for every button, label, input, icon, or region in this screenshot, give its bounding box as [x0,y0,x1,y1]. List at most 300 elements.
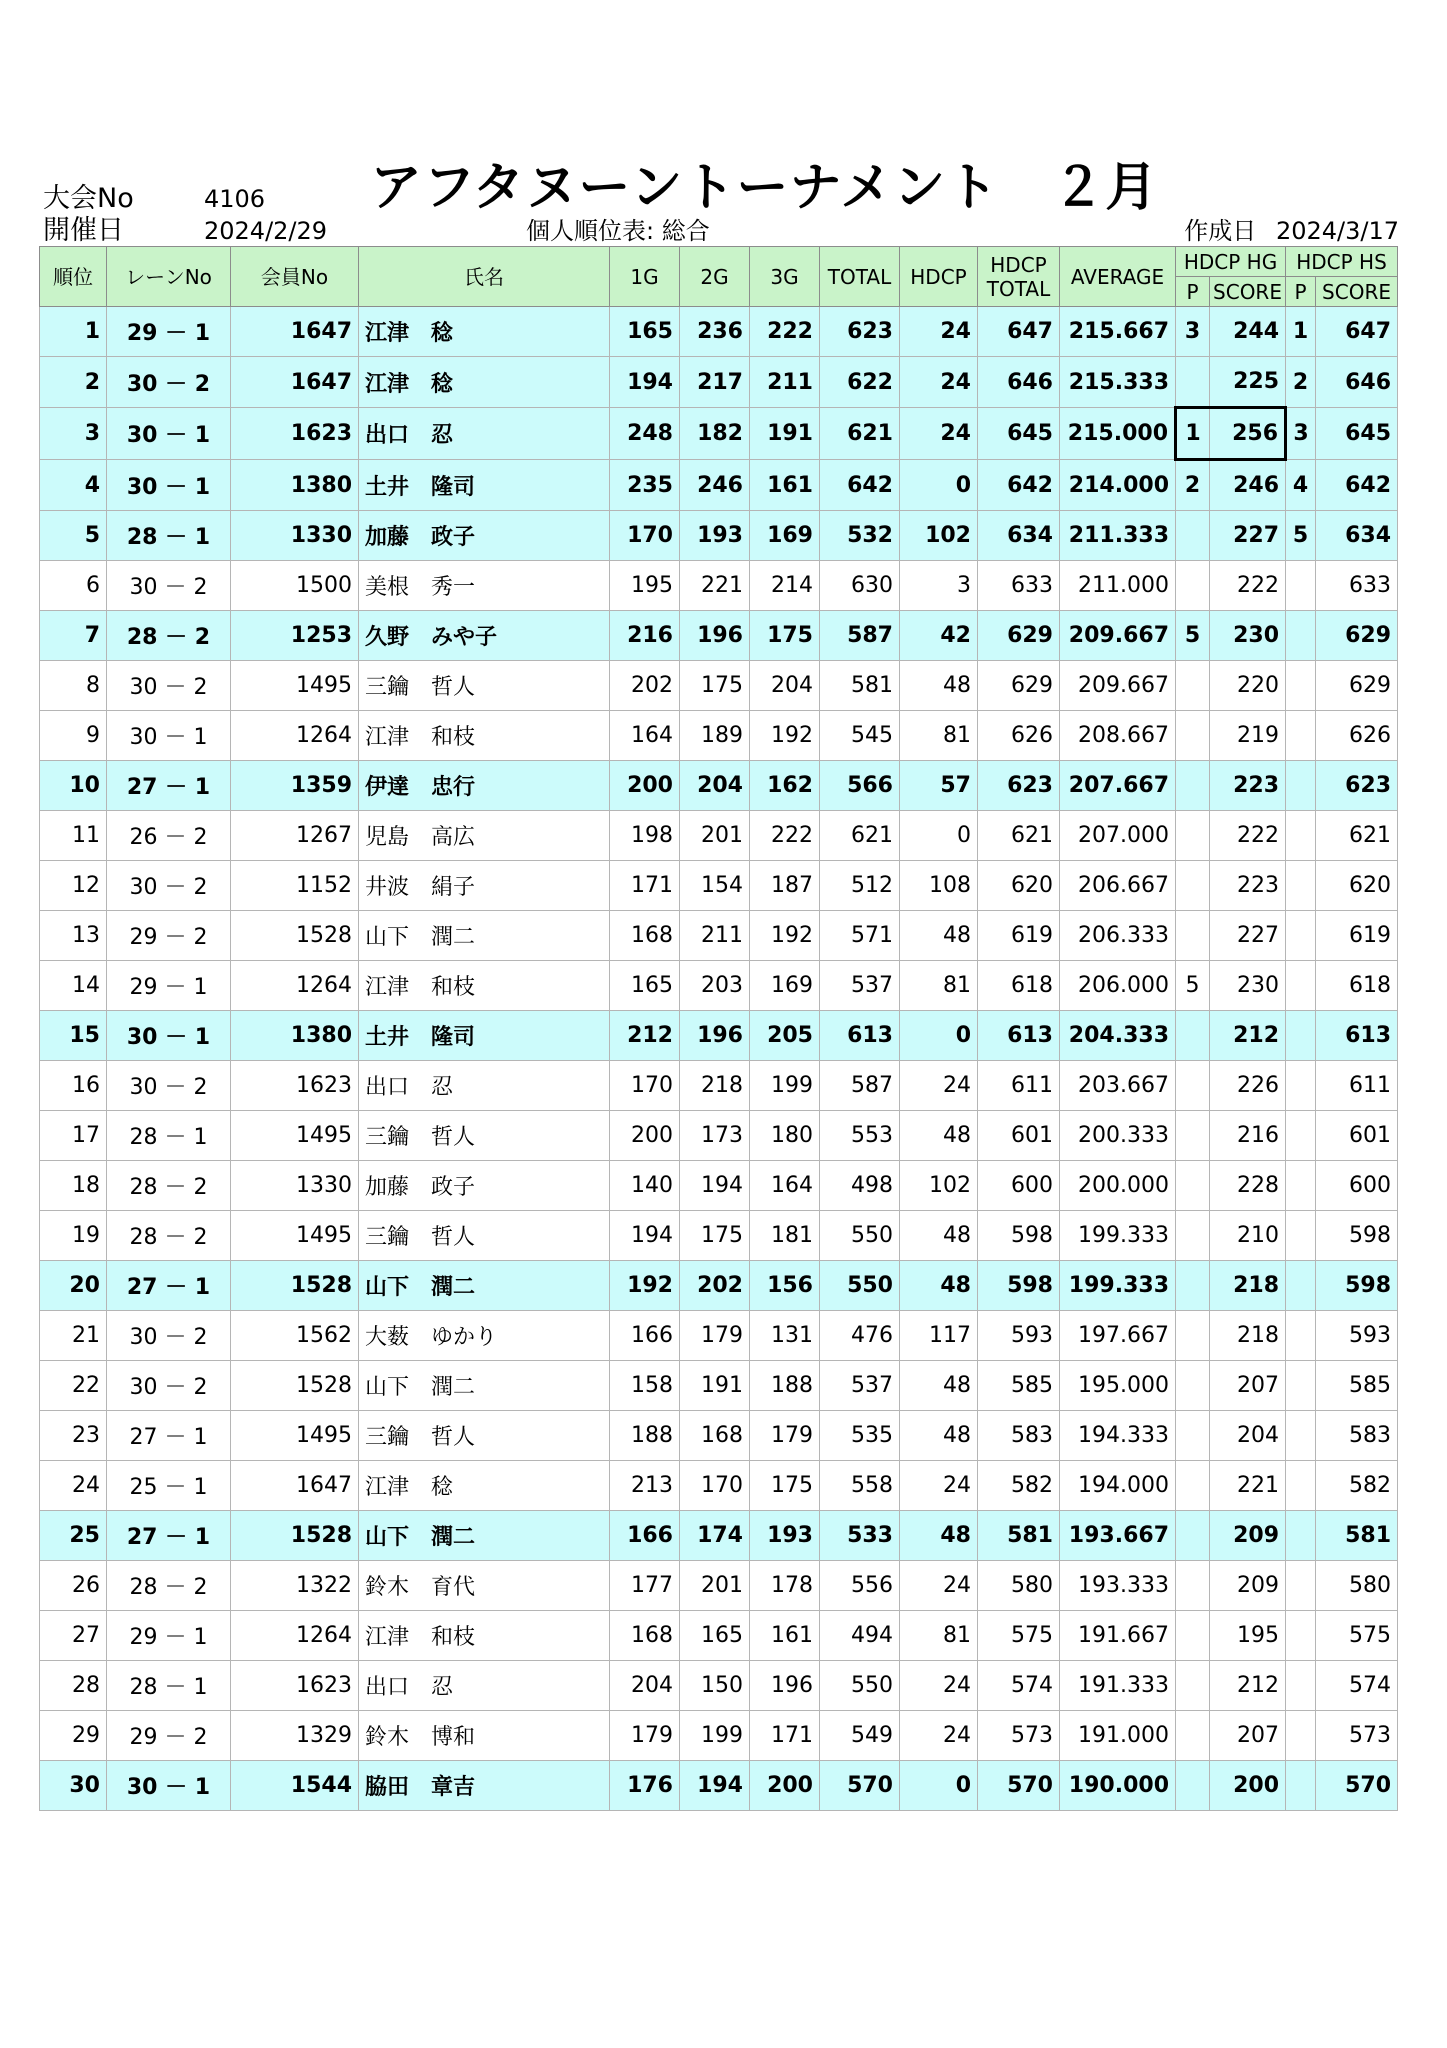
cell-g1: 176 [610,1761,680,1811]
cell-total: 587 [820,1061,900,1111]
table-row [40,460,1398,511]
cell-rank: 26 [40,1561,107,1611]
col-hdcp-total-line1: HDCP [990,252,1047,277]
cell-g1: 200 [610,1111,680,1161]
cell-member-no: 1495 [231,661,359,711]
cell-lane: 30 － 2 [107,861,231,911]
cell-member-no: 1500 [231,561,359,611]
cell-rank: 7 [40,611,107,661]
cell-g1: 192 [610,1261,680,1311]
table-row [40,1111,1398,1161]
cell-name: 江津 和枝 [359,711,610,761]
cell-member-no: 1528 [231,1361,359,1411]
cell-hg-p [1176,511,1210,561]
col-hs-score: SCORE [1316,277,1398,307]
cell-rank: 3 [40,408,107,460]
cell-hdcp-total: 633 [978,561,1060,611]
cell-g3: 199 [750,1061,820,1111]
cell-g3: 214 [750,561,820,611]
cell-rank: 1 [40,307,107,357]
cell-g3: 192 [750,911,820,961]
cell-hdcp: 48 [900,1261,978,1311]
cell-average: 211.333 [1060,511,1176,561]
cell-average: 206.333 [1060,911,1176,961]
col-hg-p: P [1176,277,1210,307]
cell-name: 三鑰 哲人 [359,1211,610,1261]
cell-hdcp: 24 [900,357,978,408]
cell-hdcp: 0 [900,1761,978,1811]
cell-hs-score: 623 [1316,761,1398,811]
cell-member-no: 1380 [231,1011,359,1061]
cell-hdcp-total: 645 [978,408,1060,460]
cell-average: 209.667 [1060,611,1176,661]
cell-lane: 30 － 1 [107,408,231,460]
cell-average: 206.667 [1060,861,1176,911]
cell-rank: 15 [40,1011,107,1061]
cell-total: 558 [820,1461,900,1511]
cell-hs-p [1286,1161,1316,1211]
cell-g1: 202 [610,661,680,711]
cell-hs-score: 647 [1316,307,1398,357]
cell-total: 535 [820,1411,900,1461]
cell-total: 642 [820,460,900,511]
cell-name: 加藤 政子 [359,511,610,561]
cell-name: 鈴木 博和 [359,1711,610,1761]
cell-hs-score: 621 [1316,811,1398,861]
cell-member-no: 1647 [231,357,359,408]
cell-hs-p [1286,1311,1316,1361]
cell-lane: 28 － 2 [107,1561,231,1611]
cell-total: 476 [820,1311,900,1361]
table-row [40,357,1398,408]
cell-lane: 25 － 1 [107,1461,231,1511]
cell-hs-score: 582 [1316,1461,1398,1511]
table-row [40,1361,1398,1411]
cell-hg-p [1176,1311,1210,1361]
cell-g3: 169 [750,961,820,1011]
cell-hdcp-total: 647 [978,307,1060,357]
cell-name: 児島 高広 [359,811,610,861]
cell-average: 207.667 [1060,761,1176,811]
cell-g3: 222 [750,811,820,861]
cell-g3: 178 [750,1561,820,1611]
cell-total: 571 [820,911,900,961]
cell-average: 211.000 [1060,561,1176,611]
cell-hg-p: 3 [1176,307,1210,357]
cell-hs-p [1286,1061,1316,1111]
cell-hs-p [1286,1261,1316,1311]
cell-total: 532 [820,511,900,561]
cell-average: 195.000 [1060,1361,1176,1411]
cell-hg-score: 230 [1210,961,1286,1011]
cell-rank: 17 [40,1111,107,1161]
cell-name: 出口 忍 [359,1061,610,1111]
cell-hdcp: 81 [900,711,978,761]
cell-member-no: 1647 [231,307,359,357]
cell-hdcp-total: 613 [978,1011,1060,1061]
cell-average: 199.333 [1060,1261,1176,1311]
cell-lane: 29 － 1 [107,1611,231,1661]
cell-lane: 29 － 1 [107,961,231,1011]
cell-total: 498 [820,1161,900,1211]
cell-hs-p [1286,1461,1316,1511]
cell-member-no: 1330 [231,511,359,561]
col-hs-group: HDCP HS [1286,247,1398,277]
cell-hdcp: 24 [900,1061,978,1111]
cell-rank: 19 [40,1211,107,1261]
col-lane: レーンNo [107,247,231,307]
cell-hs-p [1286,561,1316,611]
cell-hdcp-total: 619 [978,911,1060,961]
col-g1: 1G [610,247,680,307]
cell-lane: 30 － 2 [107,1061,231,1111]
cell-hdcp: 48 [900,911,978,961]
cell-hs-p [1286,761,1316,811]
col-hdcp-total-line2: TOTAL [986,276,1051,301]
cell-member-no: 1253 [231,611,359,661]
cell-g2: 194 [680,1161,750,1211]
cell-hs-p [1286,911,1316,961]
cell-hdcp: 0 [900,1011,978,1061]
table-row [40,1411,1398,1461]
cell-hdcp-total: 582 [978,1461,1060,1511]
cell-lane: 28 － 2 [107,1211,231,1261]
cell-total: 549 [820,1711,900,1761]
cell-hs-p [1286,711,1316,761]
cell-hg-score: 227 [1210,511,1286,561]
cell-hs-p [1286,1011,1316,1061]
cell-hg-p [1176,357,1210,408]
cell-hs-p [1286,1411,1316,1461]
cell-g2: 199 [680,1711,750,1761]
table-row [40,911,1398,961]
cell-name: 加藤 政子 [359,1161,610,1211]
cell-hs-score: 585 [1316,1361,1398,1411]
cell-total: 623 [820,307,900,357]
cell-hs-score: 601 [1316,1111,1398,1161]
cell-lane: 28 － 1 [107,1111,231,1161]
cell-g2: 201 [680,811,750,861]
table-row [40,307,1398,357]
cell-rank: 18 [40,1161,107,1211]
cell-hg-score: 212 [1210,1661,1286,1711]
cell-rank: 6 [40,561,107,611]
cell-rank: 27 [40,1611,107,1661]
cell-g1: 164 [610,711,680,761]
cell-lane: 27 － 1 [107,761,231,811]
cell-lane: 28 － 2 [107,611,231,661]
cell-hg-score: 195 [1210,1611,1286,1661]
cell-g3: 175 [750,1461,820,1511]
cell-hdcp: 48 [900,1411,978,1461]
cell-rank: 25 [40,1511,107,1561]
cell-g2: 196 [680,611,750,661]
cell-g1: 194 [610,357,680,408]
cell-name: 土井 隆司 [359,1011,610,1061]
cell-member-no: 1330 [231,1161,359,1211]
cell-member-no: 1495 [231,1111,359,1161]
cell-hg-score: 200 [1210,1761,1286,1811]
cell-name: 江津 和枝 [359,961,610,1011]
cell-g1: 204 [610,1661,680,1711]
cell-hs-p [1286,1511,1316,1561]
cell-hdcp-total: 575 [978,1611,1060,1661]
cell-average: 208.667 [1060,711,1176,761]
cell-g1: 212 [610,1011,680,1061]
cell-hs-score: 645 [1316,408,1398,460]
cell-hg-p [1176,811,1210,861]
cell-hdcp-total: 583 [978,1411,1060,1461]
cell-rank: 10 [40,761,107,811]
cell-average: 204.333 [1060,1011,1176,1061]
cell-hg-score: 222 [1210,561,1286,611]
cell-hdcp: 48 [900,1511,978,1561]
cell-hg-score: 228 [1210,1161,1286,1211]
cell-name: 井波 絹子 [359,861,610,911]
cell-hdcp-total: 620 [978,861,1060,911]
cell-hg-score: 221 [1210,1461,1286,1511]
table-row [40,711,1398,761]
cell-g3: 204 [750,661,820,711]
cell-rank: 22 [40,1361,107,1411]
cell-g3: 192 [750,711,820,761]
cell-g3: 196 [750,1661,820,1711]
cell-g2: 174 [680,1511,750,1561]
cell-average: 207.000 [1060,811,1176,861]
cell-hg-score: 223 [1210,861,1286,911]
cell-hg-score: 223 [1210,761,1286,811]
table-row [40,1311,1398,1361]
cell-g3: 180 [750,1111,820,1161]
cell-member-no: 1380 [231,460,359,511]
cell-hg-p [1176,1761,1210,1811]
cell-hg-p [1176,1561,1210,1611]
cell-lane: 28 － 1 [107,1661,231,1711]
cell-hdcp-total: 611 [978,1061,1060,1111]
cell-g2: 204 [680,761,750,811]
cell-g1: 165 [610,961,680,1011]
table-row [40,611,1398,661]
cell-hs-score: 633 [1316,561,1398,611]
table-row [40,1761,1398,1811]
cell-hs-score: 598 [1316,1261,1398,1311]
col-hg-score: SCORE [1210,277,1286,307]
cell-hg-p [1176,1711,1210,1761]
cell-rank: 28 [40,1661,107,1711]
page-title: アフタヌーントーナメント ２月 [370,158,1159,218]
cell-lane: 28 － 2 [107,1161,231,1211]
cell-g3: 162 [750,761,820,811]
col-average: AVERAGE [1060,247,1176,307]
cell-hdcp-total: 623 [978,761,1060,811]
cell-hg-score: 218 [1210,1261,1286,1311]
cell-hg-score: 220 [1210,661,1286,711]
cell-hg-p: 2 [1176,460,1210,511]
cell-g1: 165 [610,307,680,357]
cell-name: 山下 潤二 [359,1261,610,1311]
cell-hdcp-total: 629 [978,661,1060,711]
cell-average: 190.000 [1060,1761,1176,1811]
cell-g1: 194 [610,1211,680,1261]
cell-hg-p [1176,711,1210,761]
cell-hdcp: 0 [900,460,978,511]
cell-hdcp: 24 [900,1461,978,1511]
cell-g1: 179 [610,1711,680,1761]
cell-g3: 169 [750,511,820,561]
cell-total: 621 [820,811,900,861]
cell-average: 191.000 [1060,1711,1176,1761]
cell-lane: 30 － 2 [107,661,231,711]
cell-hs-p: 1 [1286,307,1316,357]
cell-member-no: 1359 [231,761,359,811]
cell-name: 江津 和枝 [359,1611,610,1661]
cell-average: 193.667 [1060,1511,1176,1561]
cell-hdcp: 48 [900,661,978,711]
cell-hs-score: 573 [1316,1711,1398,1761]
cell-g1: 168 [610,1611,680,1661]
cell-g2: 202 [680,1261,750,1311]
cell-hg-p [1176,1611,1210,1661]
cell-g3: 156 [750,1261,820,1311]
cell-name: 山下 潤二 [359,911,610,961]
cell-hs-score: 619 [1316,911,1398,961]
cell-hs-p [1286,1711,1316,1761]
cell-hg-p: 5 [1176,961,1210,1011]
cell-name: 江津 稔 [359,357,610,408]
cell-g2: 218 [680,1061,750,1111]
col-rank: 順位 [40,247,107,307]
cell-g2: 217 [680,357,750,408]
cell-member-no: 1562 [231,1311,359,1361]
cell-hs-score: 620 [1316,861,1398,911]
cell-lane: 29 － 1 [107,307,231,357]
cell-hs-score: 580 [1316,1561,1398,1611]
cell-average: 200.333 [1060,1111,1176,1161]
cell-g3: 131 [750,1311,820,1361]
cell-g2: 170 [680,1461,750,1511]
cell-total: 556 [820,1561,900,1611]
cell-rank: 8 [40,661,107,711]
table-row [40,1161,1398,1211]
cell-hdcp: 3 [900,561,978,611]
cell-g3: 193 [750,1511,820,1561]
cell-hdcp: 42 [900,611,978,661]
cell-g2: 189 [680,711,750,761]
cell-rank: 24 [40,1461,107,1511]
cell-hs-p [1286,1561,1316,1611]
cell-hg-p [1176,1511,1210,1561]
cell-hg-score: 225 [1210,357,1286,408]
cell-g2: 203 [680,961,750,1011]
cell-g2: 193 [680,511,750,561]
cell-g3: 187 [750,861,820,911]
cell-hg-score: 256 [1210,408,1286,460]
cell-hg-p [1176,761,1210,811]
cell-rank: 12 [40,861,107,911]
table-row [40,511,1398,561]
event-no-label: 大会No [43,183,134,214]
cell-hdcp-total: 634 [978,511,1060,561]
cell-g2: 211 [680,911,750,961]
cell-hs-score: 618 [1316,961,1398,1011]
cell-hs-p [1286,811,1316,861]
cell-hs-p: 2 [1286,357,1316,408]
cell-lane: 30 － 1 [107,1011,231,1061]
cell-hg-p [1176,561,1210,611]
ranking-table [39,246,1398,1811]
cell-member-no: 1647 [231,1461,359,1511]
cell-hs-p [1286,1361,1316,1411]
cell-hdcp: 102 [900,511,978,561]
cell-hdcp: 48 [900,1111,978,1161]
cell-g2: 201 [680,1561,750,1611]
cell-g3: 188 [750,1361,820,1411]
cell-total: 494 [820,1611,900,1661]
cell-hg-p [1176,1211,1210,1261]
cell-rank: 4 [40,460,107,511]
cell-g1: 235 [610,460,680,511]
cell-hdcp: 48 [900,1211,978,1261]
cell-g2: 236 [680,307,750,357]
cell-hdcp: 24 [900,408,978,460]
cell-lane: 30 － 2 [107,561,231,611]
cell-hs-p [1286,1611,1316,1661]
cell-g3: 200 [750,1761,820,1811]
cell-hdcp: 24 [900,307,978,357]
cell-hg-score: 209 [1210,1511,1286,1561]
cell-name: 江津 稔 [359,307,610,357]
cell-member-no: 1528 [231,1511,359,1561]
col-g2: 2G [680,247,750,307]
cell-hg-score: 244 [1210,307,1286,357]
cell-member-no: 1495 [231,1211,359,1261]
cell-hs-p [1286,611,1316,661]
cell-hs-p [1286,1111,1316,1161]
cell-name: 出口 忍 [359,408,610,460]
col-member-no: 会員No [231,247,359,307]
cell-total: 533 [820,1511,900,1561]
cell-hs-score: 574 [1316,1661,1398,1711]
cell-hg-score: 230 [1210,611,1286,661]
cell-hs-p [1286,861,1316,911]
cell-hdcp: 24 [900,1661,978,1711]
cell-g1: 198 [610,811,680,861]
cell-hs-score: 634 [1316,511,1398,561]
cell-hg-score: 246 [1210,460,1286,511]
cell-hg-score: 207 [1210,1361,1286,1411]
event-date: 2024/2/29 [204,217,328,245]
cell-hg-p [1176,1011,1210,1061]
cell-hdcp-total: 593 [978,1311,1060,1361]
cell-name: 三鑰 哲人 [359,1411,610,1461]
cell-hdcp: 24 [900,1561,978,1611]
cell-name: 山下 潤二 [359,1361,610,1411]
cell-g2: 194 [680,1761,750,1811]
cell-g3: 191 [750,408,820,460]
cell-average: 215.667 [1060,307,1176,357]
cell-g3: 161 [750,1611,820,1661]
col-name: 氏名 [359,247,610,307]
cell-member-no: 1544 [231,1761,359,1811]
cell-g3: 161 [750,460,820,511]
cell-hdcp-total: 570 [978,1761,1060,1811]
cell-rank: 14 [40,961,107,1011]
cell-lane: 26 － 2 [107,811,231,861]
cell-average: 209.667 [1060,661,1176,711]
cell-g1: 171 [610,861,680,911]
cell-hs-p [1286,661,1316,711]
created-info [1184,216,1399,246]
